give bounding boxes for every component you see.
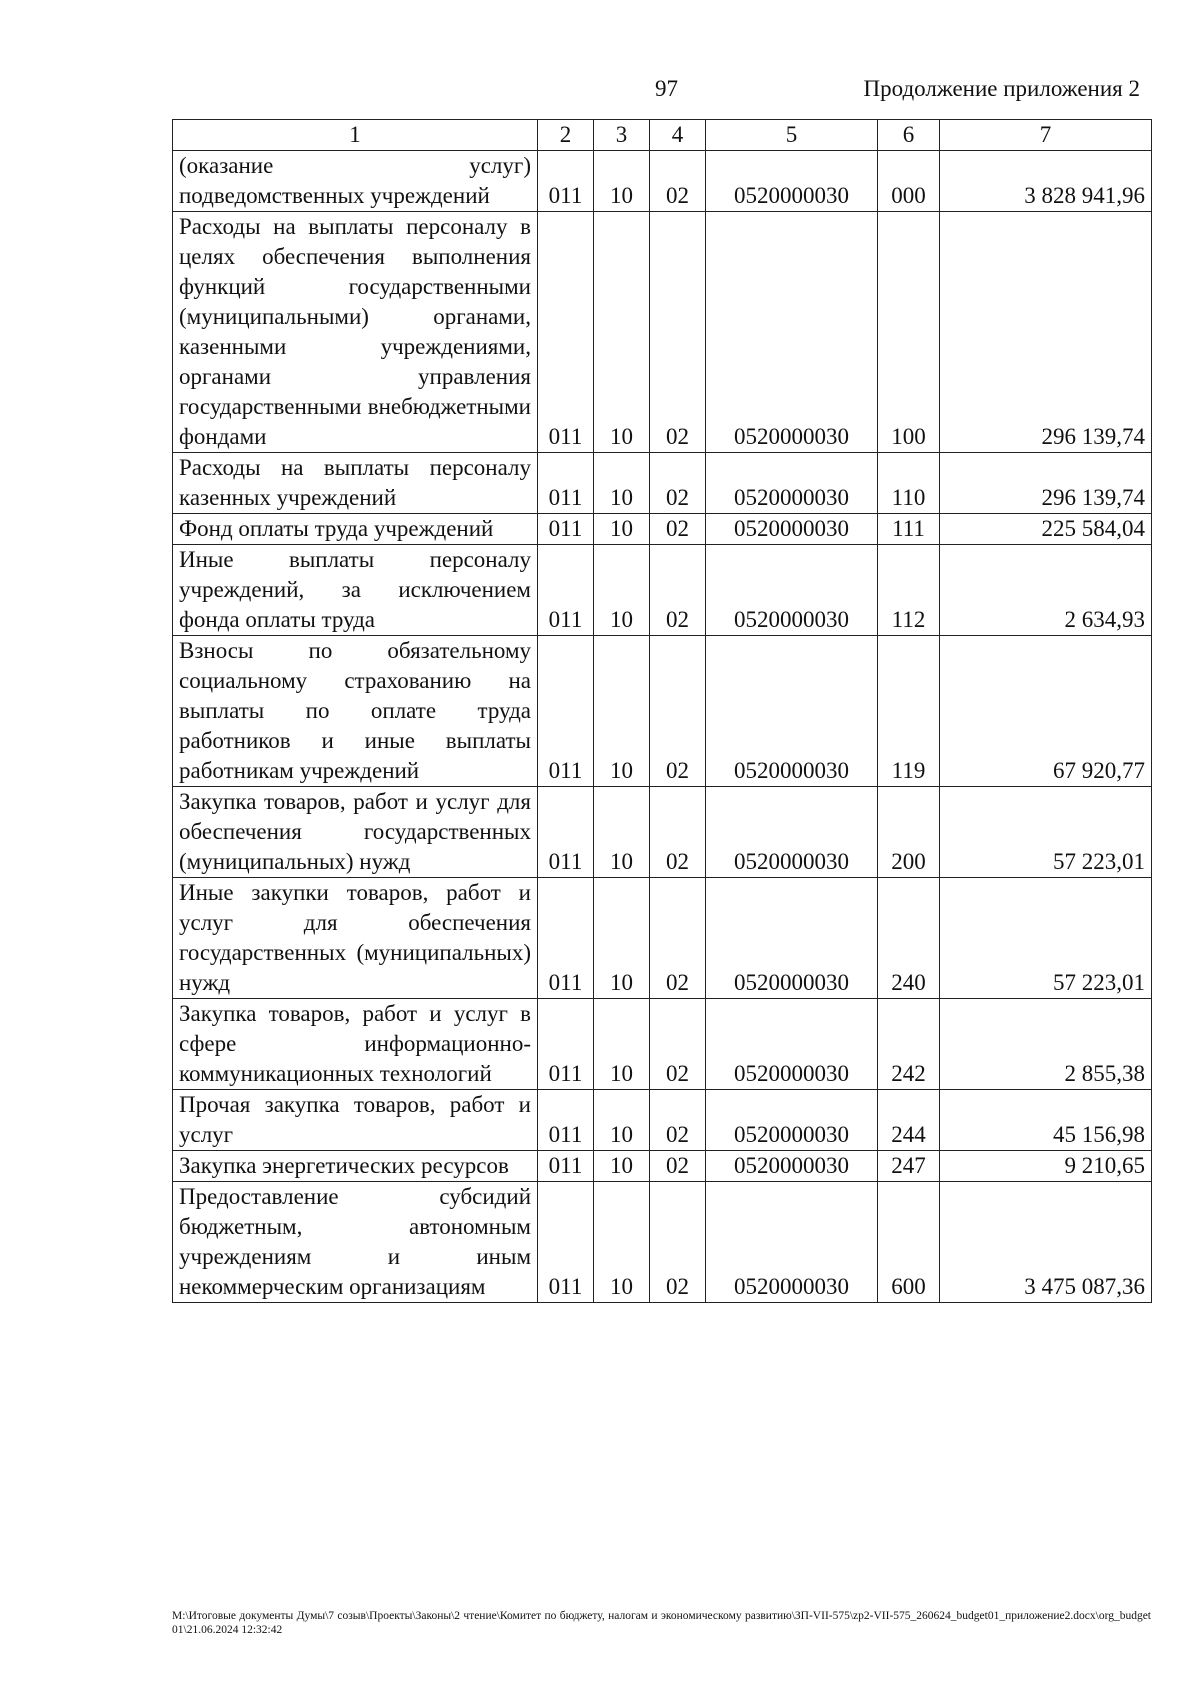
subsection-code-cell: 02 (650, 212, 706, 453)
target-article-cell: 0520000030 (706, 999, 878, 1090)
ministry-code-cell: 011 (538, 1151, 594, 1182)
table-row (173, 1151, 1152, 1182)
target-article-cell: 0520000030 (706, 787, 878, 878)
ministry-code-cell: 011 (538, 453, 594, 514)
table-row (173, 212, 1152, 453)
subsection-code-cell: 02 (650, 636, 706, 787)
expense-type-cell: 111 (878, 514, 940, 545)
column-header: 1 (173, 120, 538, 151)
section-code-cell: 10 (594, 787, 650, 878)
expense-type-cell: 200 (878, 787, 940, 878)
section-code-cell: 10 (594, 1090, 650, 1151)
section-code-cell: 10 (594, 545, 650, 636)
section-code-cell: 10 (594, 878, 650, 999)
target-article-cell: 0520000030 (706, 878, 878, 999)
expense-description-cell: Закупка энергетических ресурсов (173, 1151, 538, 1182)
section-code-cell: 10 (594, 636, 650, 787)
table-row (173, 787, 1152, 878)
amount-cell: 296 139,74 (940, 212, 1152, 453)
expense-type-cell: 240 (878, 878, 940, 999)
expense-description-cell: Закупка товаров, работ и услуг в сфере информационно-коммуникационных технологий (173, 999, 538, 1090)
table-row (173, 1182, 1152, 1303)
amount-cell: 2 634,93 (940, 545, 1152, 636)
target-article-cell: 0520000030 (706, 1151, 878, 1182)
column-header: 7 (940, 120, 1152, 151)
table-row (173, 151, 1152, 212)
amount-cell: 3 475 087,36 (940, 1182, 1152, 1303)
ministry-code-cell: 011 (538, 151, 594, 212)
budget-table (172, 119, 1152, 1303)
table-row (173, 453, 1152, 514)
expense-type-cell: 112 (878, 545, 940, 636)
table-row (173, 999, 1152, 1090)
expense-description-cell: Взносы по обязательному социальному страхованию на выплаты по оплате труда работников и иные выплаты работникам учреждений (173, 636, 538, 787)
page-number: 97 (655, 76, 678, 101)
expense-type-cell: 119 (878, 636, 940, 787)
subsection-code-cell: 02 (650, 1090, 706, 1151)
ministry-code-cell: 011 (538, 787, 594, 878)
expense-description-cell: Предоставление субсидий бюджетным, автономным учреждениям и иным некоммерческим организациям (173, 1182, 538, 1303)
amount-cell: 225 584,04 (940, 514, 1152, 545)
subsection-code-cell: 02 (650, 787, 706, 878)
table-body (173, 151, 1152, 1303)
target-article-cell: 0520000030 (706, 514, 878, 545)
subsection-code-cell: 02 (650, 453, 706, 514)
appendix-continuation-label: Продолжение приложения 2 (863, 76, 1140, 101)
section-code-cell: 10 (594, 151, 650, 212)
amount-cell: 9 210,65 (940, 1151, 1152, 1182)
subsection-code-cell: 02 (650, 999, 706, 1090)
column-header: 4 (650, 120, 706, 151)
ministry-code-cell: 011 (538, 878, 594, 999)
amount-cell: 45 156,98 (940, 1090, 1152, 1151)
ministry-code-cell: 011 (538, 636, 594, 787)
amount-cell: 296 139,74 (940, 453, 1152, 514)
expense-description-cell: Расходы на выплаты персоналу казенных учреждений (173, 453, 538, 514)
subsection-code-cell: 02 (650, 1182, 706, 1303)
expense-type-cell: 244 (878, 1090, 940, 1151)
column-header: 3 (594, 120, 650, 151)
expense-type-cell: 242 (878, 999, 940, 1090)
subsection-code-cell: 02 (650, 878, 706, 999)
target-article-cell: 0520000030 (706, 151, 878, 212)
target-article-cell: 0520000030 (706, 453, 878, 514)
table-header-row (173, 120, 1152, 151)
ministry-code-cell: 011 (538, 1182, 594, 1303)
section-code-cell: 10 (594, 999, 650, 1090)
column-header: 6 (878, 120, 940, 151)
expense-description-cell: Прочая закупка товаров, работ и услуг (173, 1090, 538, 1151)
expense-type-cell: 110 (878, 453, 940, 514)
target-article-cell: 0520000030 (706, 1090, 878, 1151)
table-row (173, 636, 1152, 787)
section-code-cell: 10 (594, 1151, 650, 1182)
amount-cell: 67 920,77 (940, 636, 1152, 787)
expense-description-cell: Фонд оплаты труда учреждений (173, 514, 538, 545)
section-code-cell: 10 (594, 1182, 650, 1303)
expense-description-cell: (оказание услуг) подведомственных учреждений (173, 151, 538, 212)
document-path-footer: M:\Итоговые документы Думы\7 созыв\Проекты\Законы\2 чтение\Комитет по бюджету, налогам и экономическому развитию\ЗП-VII-575\zp2-VII-575_260624_budget01_приложение2.docx\org_budget01\21.06.2024 12:32:42 (172, 1610, 1151, 1636)
target-article-cell: 0520000030 (706, 636, 878, 787)
section-code-cell: 10 (594, 514, 650, 545)
section-code-cell: 10 (594, 212, 650, 453)
table-row (173, 1090, 1152, 1151)
ministry-code-cell: 011 (538, 1090, 594, 1151)
expense-description-cell: Иные выплаты персоналу учреждений, за исключением фонда оплаты труда (173, 545, 538, 636)
table-row (173, 878, 1152, 999)
amount-cell: 3 828 941,96 (940, 151, 1152, 212)
expense-type-cell: 247 (878, 1151, 940, 1182)
expense-type-cell: 000 (878, 151, 940, 212)
ministry-code-cell: 011 (538, 212, 594, 453)
column-header: 5 (706, 120, 878, 151)
subsection-code-cell: 02 (650, 151, 706, 212)
ministry-code-cell: 011 (538, 514, 594, 545)
subsection-code-cell: 02 (650, 514, 706, 545)
target-article-cell: 0520000030 (706, 1182, 878, 1303)
expense-description-cell: Закупка товаров, работ и услуг для обеспечения государственных (муниципальных) нужд (173, 787, 538, 878)
expense-type-cell: 100 (878, 212, 940, 453)
subsection-code-cell: 02 (650, 1151, 706, 1182)
amount-cell: 57 223,01 (940, 878, 1152, 999)
subsection-code-cell: 02 (650, 545, 706, 636)
amount-cell: 2 855,38 (940, 999, 1152, 1090)
expense-type-cell: 600 (878, 1182, 940, 1303)
table-row (173, 545, 1152, 636)
target-article-cell: 0520000030 (706, 545, 878, 636)
expense-description-cell: Расходы на выплаты персоналу в целях обеспечения выполнения функций государственными (муниципальными) органами, казенными учреждениями, органами управления государственными внебюджетными фондами (173, 212, 538, 453)
target-article-cell: 0520000030 (706, 212, 878, 453)
ministry-code-cell: 011 (538, 545, 594, 636)
column-header: 2 (538, 120, 594, 151)
section-code-cell: 10 (594, 453, 650, 514)
expense-description-cell: Иные закупки товаров, работ и услуг для обеспечения государственных (муниципальных) нужд (173, 878, 538, 999)
amount-cell: 57 223,01 (940, 787, 1152, 878)
table-row (173, 514, 1152, 545)
ministry-code-cell: 011 (538, 999, 594, 1090)
